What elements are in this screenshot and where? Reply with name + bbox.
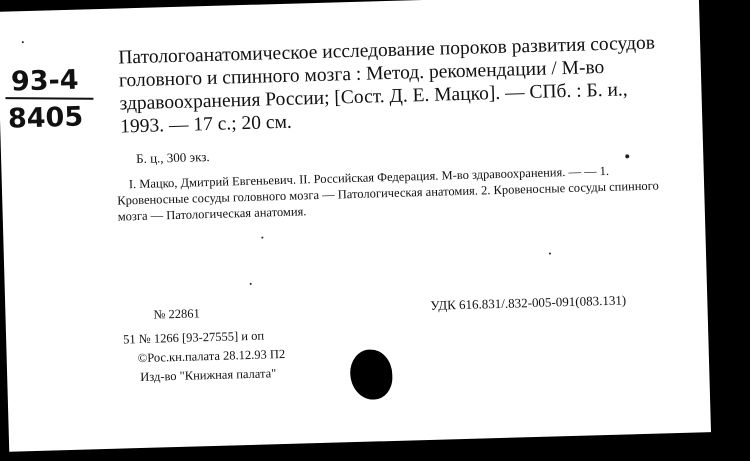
- udk-classification: УДК 616.831/.832-005-091(083.131): [430, 292, 627, 313]
- chamber-stamp-line: ©Рос.кн.палата 28.12.93 П2: [137, 346, 286, 366]
- handwritten-shelf-number-top: 93-4: [10, 64, 79, 98]
- speck: [22, 41, 24, 43]
- registration-number: № 22861: [153, 306, 200, 322]
- card-number-line: 51 № 1266 [93-27555] и оп: [122, 328, 265, 347]
- subject-tracing: I. Мацко, Дмитрий Евгеньевич. II. Российская Федерация. М-во здравоохранения. — — 1. Кровеносные сосуды головного мозга — Патологическая анатомия. 2. Кровеносные сосуды спинного мозга — Патологическая анатомия.: [117, 163, 659, 224]
- speck: [549, 253, 551, 255]
- publisher-line: Изд-во "Книжная палата": [140, 366, 277, 385]
- handwritten-shelf-number-bottom: 8405: [7, 101, 84, 135]
- ink-blot: [350, 349, 393, 400]
- handwritten-fraction-line: [5, 97, 93, 100]
- speck: [625, 154, 629, 158]
- speck: [250, 283, 252, 285]
- bibliographic-description: Патологоанатомическое исследование пороков развития сосудов головного и спинного мозга : Метод. рекомендации / М-во здравоохранения России; [Сост. Д. Е. Мацко]. — СПб. : Б. и., 1993. — 17 с.; 20 см.: [118, 32, 656, 138]
- price-and-print-run: Б. ц., 300 экз.: [135, 149, 210, 167]
- speck: [261, 237, 263, 239]
